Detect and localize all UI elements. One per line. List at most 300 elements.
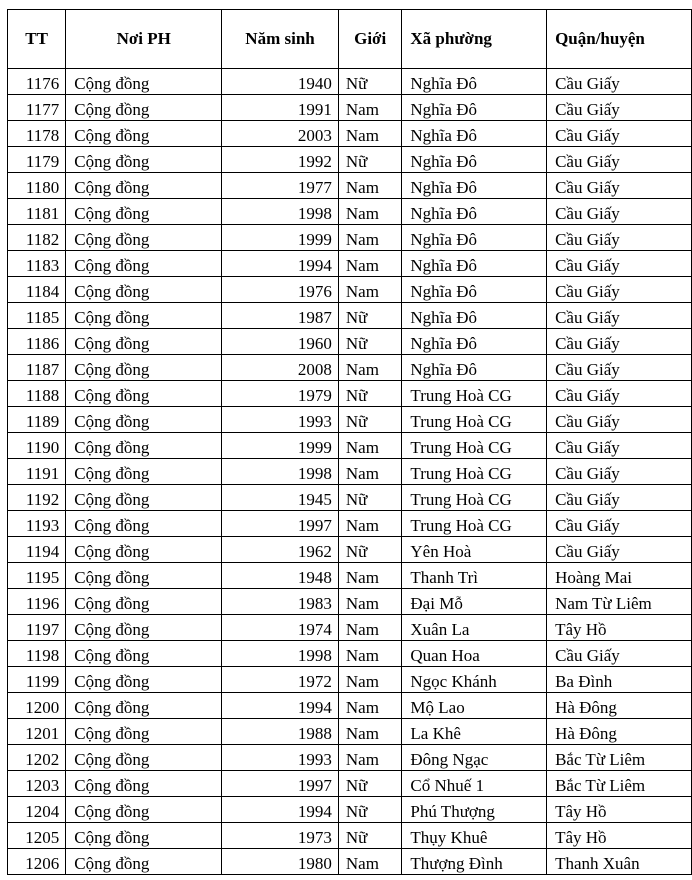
cell-tt	[8, 121, 66, 147]
cell-gioi	[338, 303, 402, 329]
cell-nam-sinh	[222, 719, 339, 745]
cell-gioi	[338, 407, 402, 433]
cell-noi-ph-text: Cộng đồng	[74, 152, 150, 171]
cell-tt	[8, 797, 66, 823]
header-tt: TT	[8, 10, 66, 69]
cell-quan-huyen-text: Bắc Từ Liêm	[555, 750, 646, 769]
cell-quan-huyen	[547, 693, 692, 719]
cell-xa-phuong	[402, 615, 547, 641]
cell-nam-sinh	[222, 641, 339, 667]
cell-xa-phuong	[402, 589, 547, 615]
table-row	[8, 355, 692, 381]
cell-xa-phuong	[402, 537, 547, 563]
cell-quan-huyen	[547, 355, 692, 381]
cell-gioi	[338, 537, 402, 563]
cell-quan-huyen-text: Cầu Giấy	[555, 438, 620, 457]
cell-gioi	[338, 251, 402, 277]
cell-tt	[8, 615, 66, 641]
cell-gioi-text: Nam	[345, 230, 379, 249]
cell-nam-sinh	[222, 225, 339, 251]
cell-noi-ph-text: Cộng đồng	[74, 204, 150, 223]
cell-nam-sinh	[222, 69, 339, 95]
table-row	[8, 667, 692, 693]
cell-quan-huyen	[547, 745, 692, 771]
table-row	[8, 849, 692, 875]
cell-gioi	[338, 511, 402, 537]
cell-tt	[8, 459, 66, 485]
cell-tt	[8, 329, 66, 355]
cell-gioi-text: Nam	[345, 698, 379, 717]
cell-nam-sinh	[222, 199, 339, 225]
cell-xa-phuong	[402, 771, 547, 797]
table-row	[8, 329, 692, 355]
cell-quan-huyen-text: Nam Từ Liêm	[555, 594, 652, 613]
cell-gioi-text: Nam	[345, 672, 379, 691]
cell-quan-huyen-text: Cầu Giấy	[555, 386, 620, 405]
cell-tt-text: 1192	[25, 490, 60, 509]
cell-xa-phuong-text: La Khê	[410, 724, 461, 743]
cell-nam-sinh-text: 1999	[297, 438, 332, 457]
cell-xa-phuong-text: Trung Hoà CG	[410, 412, 512, 431]
cell-gioi-text: Nữ	[345, 334, 368, 353]
cell-noi-ph	[66, 95, 222, 121]
cell-tt-text: 1197	[25, 620, 60, 639]
cell-gioi-text: Nam	[345, 282, 379, 301]
cell-noi-ph	[66, 277, 222, 303]
cell-tt-text: 1201	[25, 724, 60, 743]
cell-nam-sinh	[222, 797, 339, 823]
cell-gioi	[338, 693, 402, 719]
cell-xa-phuong	[402, 563, 547, 589]
cell-tt-text: 1199	[25, 672, 60, 691]
cell-xa-phuong	[402, 251, 547, 277]
cell-xa-phuong	[402, 433, 547, 459]
cell-tt-text: 1196	[25, 594, 60, 613]
cell-nam-sinh	[222, 277, 339, 303]
cell-quan-huyen	[547, 589, 692, 615]
cell-nam-sinh-text: 1991	[297, 100, 332, 119]
cell-tt-text: 1202	[25, 750, 60, 769]
cell-xa-phuong	[402, 147, 547, 173]
table-row	[8, 277, 692, 303]
cell-noi-ph-text: Cộng đồng	[74, 672, 150, 691]
cell-tt-text: 1177	[25, 100, 60, 119]
cell-gioi-text: Nữ	[345, 490, 368, 509]
cell-tt	[8, 199, 66, 225]
cell-xa-phuong-text: Thanh Trì	[410, 568, 478, 587]
cell-gioi-text: Nam	[345, 854, 379, 873]
cell-gioi	[338, 355, 402, 381]
cell-nam-sinh	[222, 433, 339, 459]
cell-quan-huyen-text: Cầu Giấy	[555, 308, 620, 327]
cell-tt-text: 1181	[25, 204, 60, 223]
cell-noi-ph	[66, 173, 222, 199]
cell-xa-phuong	[402, 303, 547, 329]
cell-noi-ph-text: Cộng đồng	[74, 282, 150, 301]
cell-tt-text: 1206	[25, 854, 60, 873]
cell-nam-sinh-text: 1945	[297, 490, 332, 509]
cell-quan-huyen-text: Cầu Giấy	[555, 100, 620, 119]
cell-nam-sinh-text: 1992	[297, 152, 332, 171]
cell-noi-ph-text: Cộng đồng	[74, 542, 150, 561]
cell-tt-text: 1178	[25, 126, 60, 145]
cell-nam-sinh-text: 1993	[297, 412, 332, 431]
cell-tt	[8, 641, 66, 667]
cell-nam-sinh-text: 1960	[297, 334, 332, 353]
cell-xa-phuong	[402, 381, 547, 407]
cell-quan-huyen-text: Cầu Giấy	[555, 256, 620, 275]
table-row	[8, 199, 692, 225]
cell-xa-phuong	[402, 641, 547, 667]
cell-noi-ph-text: Cộng đồng	[74, 438, 150, 457]
cell-nam-sinh-text: 1994	[297, 256, 332, 275]
cell-nam-sinh-text: 1979	[297, 386, 332, 405]
cell-xa-phuong	[402, 745, 547, 771]
cell-nam-sinh-text: 1999	[297, 230, 332, 249]
cell-gioi-text: Nữ	[345, 152, 368, 171]
cell-xa-phuong-text: Nghĩa Đô	[410, 204, 477, 223]
cell-gioi-text: Nam	[345, 620, 379, 639]
cell-gioi-text: Nữ	[345, 542, 368, 561]
cell-nam-sinh	[222, 147, 339, 173]
cell-tt	[8, 849, 66, 875]
cell-gioi	[338, 485, 402, 511]
cell-nam-sinh-text: 1998	[297, 646, 332, 665]
cell-noi-ph-text: Cộng đồng	[74, 724, 150, 743]
cell-tt-text: 1187	[25, 360, 60, 379]
cell-nam-sinh	[222, 771, 339, 797]
table-row	[8, 693, 692, 719]
cell-gioi	[338, 95, 402, 121]
cell-noi-ph-text: Cộng đồng	[74, 230, 150, 249]
cell-tt-text: 1179	[25, 152, 60, 171]
cell-nam-sinh-text: 1980	[297, 854, 332, 873]
cell-tt-text: 1188	[25, 386, 60, 405]
cell-gioi-text: Nam	[345, 360, 379, 379]
cell-tt	[8, 355, 66, 381]
cell-tt-text: 1203	[25, 776, 60, 795]
cell-noi-ph-text: Cộng đồng	[74, 828, 150, 847]
cell-nam-sinh-text: 2008	[297, 360, 332, 379]
cell-xa-phuong-text: Trung Hoà CG	[410, 464, 512, 483]
cell-gioi	[338, 225, 402, 251]
cell-nam-sinh-text: 1972	[297, 672, 332, 691]
cell-quan-huyen-text: Tây Hồ	[555, 828, 607, 847]
cell-nam-sinh	[222, 511, 339, 537]
cell-quan-huyen-text: Cầu Giấy	[555, 204, 620, 223]
cell-xa-phuong-text: Trung Hoà CG	[410, 438, 512, 457]
table-row	[8, 615, 692, 641]
cell-xa-phuong-text: Nghĩa Đô	[410, 126, 477, 145]
cell-nam-sinh	[222, 251, 339, 277]
cell-gioi	[338, 641, 402, 667]
cell-noi-ph	[66, 459, 222, 485]
cell-noi-ph	[66, 719, 222, 745]
cell-quan-huyen-text: Cầu Giấy	[555, 646, 620, 665]
cell-quan-huyen	[547, 433, 692, 459]
cell-noi-ph	[66, 329, 222, 355]
cell-xa-phuong-text: Thượng Đình	[410, 854, 503, 873]
cell-quan-huyen	[547, 823, 692, 849]
cell-gioi	[338, 459, 402, 485]
cell-noi-ph-text: Cộng đồng	[74, 334, 150, 353]
cell-xa-phuong-text: Đông Ngạc	[410, 750, 489, 769]
cell-gioi	[338, 823, 402, 849]
cell-quan-huyen-text: Cầu Giấy	[555, 412, 620, 431]
cell-tt	[8, 147, 66, 173]
cell-nam-sinh	[222, 615, 339, 641]
cell-tt	[8, 823, 66, 849]
cell-noi-ph-text: Cộng đồng	[74, 74, 150, 93]
table-row	[8, 251, 692, 277]
cell-nam-sinh	[222, 823, 339, 849]
cell-tt	[8, 433, 66, 459]
table-row	[8, 563, 692, 589]
cell-gioi	[338, 277, 402, 303]
cell-xa-phuong	[402, 95, 547, 121]
cell-noi-ph	[66, 849, 222, 875]
cell-quan-huyen	[547, 797, 692, 823]
cell-tt-text: 1185	[25, 308, 60, 327]
cell-noi-ph-text: Cộng đồng	[74, 100, 150, 119]
cell-noi-ph-text: Cộng đồng	[74, 126, 150, 145]
cell-quan-huyen	[547, 277, 692, 303]
case-table	[7, 9, 692, 875]
cell-xa-phuong-text: Trung Hoà CG	[410, 516, 512, 535]
cell-noi-ph	[66, 147, 222, 173]
table-row	[8, 121, 692, 147]
table-row	[8, 225, 692, 251]
cell-nam-sinh	[222, 407, 339, 433]
cell-nam-sinh	[222, 849, 339, 875]
cell-noi-ph-text: Cộng đồng	[74, 516, 150, 535]
cell-noi-ph	[66, 511, 222, 537]
cell-noi-ph	[66, 589, 222, 615]
cell-xa-phuong-text: Nghĩa Đô	[410, 178, 477, 197]
cell-gioi-text: Nữ	[345, 802, 368, 821]
cell-gioi-text: Nam	[345, 646, 379, 665]
cell-noi-ph-text: Cộng đồng	[74, 776, 150, 795]
cell-gioi-text: Nữ	[345, 412, 368, 431]
cell-nam-sinh-text: 1997	[297, 776, 332, 795]
table-row	[8, 173, 692, 199]
cell-gioi-text: Nữ	[345, 776, 368, 795]
cell-noi-ph-text: Cộng đồng	[74, 646, 150, 665]
cell-noi-ph-text: Cộng đồng	[74, 698, 150, 717]
cell-xa-phuong-text: Ngọc Khánh	[410, 672, 497, 691]
cell-nam-sinh	[222, 459, 339, 485]
cell-tt	[8, 173, 66, 199]
cell-xa-phuong-text: Nghĩa Đô	[410, 230, 477, 249]
cell-gioi	[338, 797, 402, 823]
cell-quan-huyen	[547, 459, 692, 485]
cell-quan-huyen-text: Tây Hồ	[555, 620, 607, 639]
cell-noi-ph-text: Cộng đồng	[74, 854, 150, 873]
cell-gioi-text: Nam	[345, 516, 379, 535]
cell-nam-sinh	[222, 121, 339, 147]
cell-noi-ph-text: Cộng đồng	[74, 360, 150, 379]
cell-xa-phuong-text: Mộ Lao	[410, 698, 465, 717]
cell-xa-phuong	[402, 355, 547, 381]
cell-xa-phuong	[402, 277, 547, 303]
cell-quan-huyen-text: Cầu Giấy	[555, 490, 620, 509]
cell-quan-huyen-text: Thanh Xuân	[555, 854, 640, 873]
cell-nam-sinh-text: 1997	[297, 516, 332, 535]
cell-xa-phuong-text: Quan Hoa	[410, 646, 480, 665]
cell-quan-huyen-text: Cầu Giấy	[555, 282, 620, 301]
cell-tt-text: 1190	[25, 438, 60, 457]
cell-gioi-text: Nữ	[345, 828, 368, 847]
header-row	[8, 10, 692, 69]
cell-nam-sinh	[222, 667, 339, 693]
cell-xa-phuong	[402, 329, 547, 355]
cell-quan-huyen-text: Cầu Giấy	[555, 516, 620, 535]
cell-quan-huyen-text: Ba Đình	[555, 672, 613, 691]
cell-quan-huyen	[547, 173, 692, 199]
cell-gioi-text: Nam	[345, 126, 379, 145]
cell-nam-sinh-text: 1994	[297, 698, 332, 717]
table-row	[8, 433, 692, 459]
cell-noi-ph	[66, 225, 222, 251]
cell-nam-sinh-text: 1976	[297, 282, 332, 301]
cell-gioi-text: Nữ	[345, 386, 368, 405]
cell-nam-sinh-text: 1994	[297, 802, 332, 821]
cell-tt-text: 1186	[25, 334, 60, 353]
cell-xa-phuong	[402, 199, 547, 225]
cell-tt	[8, 251, 66, 277]
cell-nam-sinh	[222, 485, 339, 511]
cell-noi-ph-text: Cộng đồng	[74, 568, 150, 587]
cell-tt-text: 1184	[25, 282, 60, 301]
cell-tt	[8, 719, 66, 745]
table-row	[8, 69, 692, 95]
table-row	[8, 147, 692, 173]
cell-tt-text: 1183	[25, 256, 60, 275]
cell-noi-ph	[66, 69, 222, 95]
cell-gioi	[338, 719, 402, 745]
table-row	[8, 511, 692, 537]
cell-gioi-text: Nam	[345, 256, 379, 275]
cell-nam-sinh-text: 1998	[297, 204, 332, 223]
cell-quan-huyen	[547, 95, 692, 121]
cell-nam-sinh	[222, 589, 339, 615]
header-nam-sinh: Năm sinh	[222, 10, 339, 69]
table-row	[8, 745, 692, 771]
cell-quan-huyen-text: Hà Đông	[555, 724, 617, 743]
cell-noi-ph	[66, 355, 222, 381]
cell-gioi-text: Nam	[345, 594, 379, 613]
cell-gioi	[338, 433, 402, 459]
cell-tt	[8, 745, 66, 771]
cell-tt	[8, 667, 66, 693]
cell-gioi	[338, 173, 402, 199]
cell-tt-text: 1205	[25, 828, 60, 847]
cell-tt	[8, 303, 66, 329]
cell-noi-ph	[66, 563, 222, 589]
cell-tt	[8, 225, 66, 251]
table-row	[8, 459, 692, 485]
cell-quan-huyen	[547, 771, 692, 797]
cell-quan-huyen-text: Cầu Giấy	[555, 360, 620, 379]
cell-xa-phuong-text: Trung Hoà CG	[410, 386, 512, 405]
cell-xa-phuong-text: Nghĩa Đô	[410, 100, 477, 119]
cell-gioi	[338, 849, 402, 875]
cell-noi-ph	[66, 823, 222, 849]
cell-xa-phuong	[402, 823, 547, 849]
cell-quan-huyen	[547, 849, 692, 875]
cell-noi-ph	[66, 485, 222, 511]
cell-xa-phuong	[402, 407, 547, 433]
cell-nam-sinh-text: 1948	[297, 568, 332, 587]
cell-quan-huyen	[547, 667, 692, 693]
cell-noi-ph-text: Cộng đồng	[74, 620, 150, 639]
cell-noi-ph	[66, 407, 222, 433]
cell-nam-sinh	[222, 173, 339, 199]
cell-xa-phuong-text: Phú Thượng	[410, 802, 495, 821]
cell-gioi-text: Nam	[345, 438, 379, 457]
cell-nam-sinh-text: 1993	[297, 750, 332, 769]
cell-nam-sinh	[222, 329, 339, 355]
cell-quan-huyen-text: Tây Hồ	[555, 802, 607, 821]
cell-gioi-text: Nam	[345, 178, 379, 197]
cell-quan-huyen	[547, 251, 692, 277]
cell-tt	[8, 537, 66, 563]
cell-noi-ph-text: Cộng đồng	[74, 594, 150, 613]
header-xa-phuong: Xã phường	[402, 10, 547, 69]
cell-gioi-text: Nữ	[345, 74, 368, 93]
cell-tt-text: 1204	[25, 802, 60, 821]
table-row	[8, 797, 692, 823]
cell-quan-huyen-text: Cầu Giấy	[555, 152, 620, 171]
cell-xa-phuong	[402, 225, 547, 251]
cell-noi-ph	[66, 121, 222, 147]
cell-gioi-text: Nam	[345, 568, 379, 587]
cell-noi-ph	[66, 303, 222, 329]
cell-tt	[8, 69, 66, 95]
cell-nam-sinh	[222, 303, 339, 329]
cell-quan-huyen	[547, 303, 692, 329]
cell-tt	[8, 277, 66, 303]
table-row	[8, 771, 692, 797]
cell-quan-huyen	[547, 511, 692, 537]
cell-xa-phuong-text: Nghĩa Đô	[410, 256, 477, 275]
cell-xa-phuong	[402, 667, 547, 693]
cell-gioi-text: Nam	[345, 204, 379, 223]
cell-tt	[8, 511, 66, 537]
cell-quan-huyen-text: Cầu Giấy	[555, 334, 620, 353]
cell-noi-ph	[66, 797, 222, 823]
cell-quan-huyen	[547, 407, 692, 433]
cell-gioi	[338, 199, 402, 225]
cell-gioi	[338, 381, 402, 407]
cell-xa-phuong	[402, 511, 547, 537]
cell-noi-ph	[66, 381, 222, 407]
cell-tt-text: 1189	[25, 412, 60, 431]
cell-xa-phuong	[402, 69, 547, 95]
cell-xa-phuong-text: Nghĩa Đô	[410, 152, 477, 171]
header-quan-huyen: Quận/huyện	[547, 10, 692, 69]
table-row	[8, 407, 692, 433]
cell-nam-sinh-text: 1962	[297, 542, 332, 561]
cell-nam-sinh-text: 1998	[297, 464, 332, 483]
cell-quan-huyen-text: Cầu Giấy	[555, 464, 620, 483]
cell-gioi	[338, 563, 402, 589]
cell-xa-phuong	[402, 121, 547, 147]
cell-xa-phuong	[402, 459, 547, 485]
cell-noi-ph-text: Cộng đồng	[74, 256, 150, 275]
cell-tt	[8, 589, 66, 615]
cell-tt-text: 1194	[25, 542, 60, 561]
